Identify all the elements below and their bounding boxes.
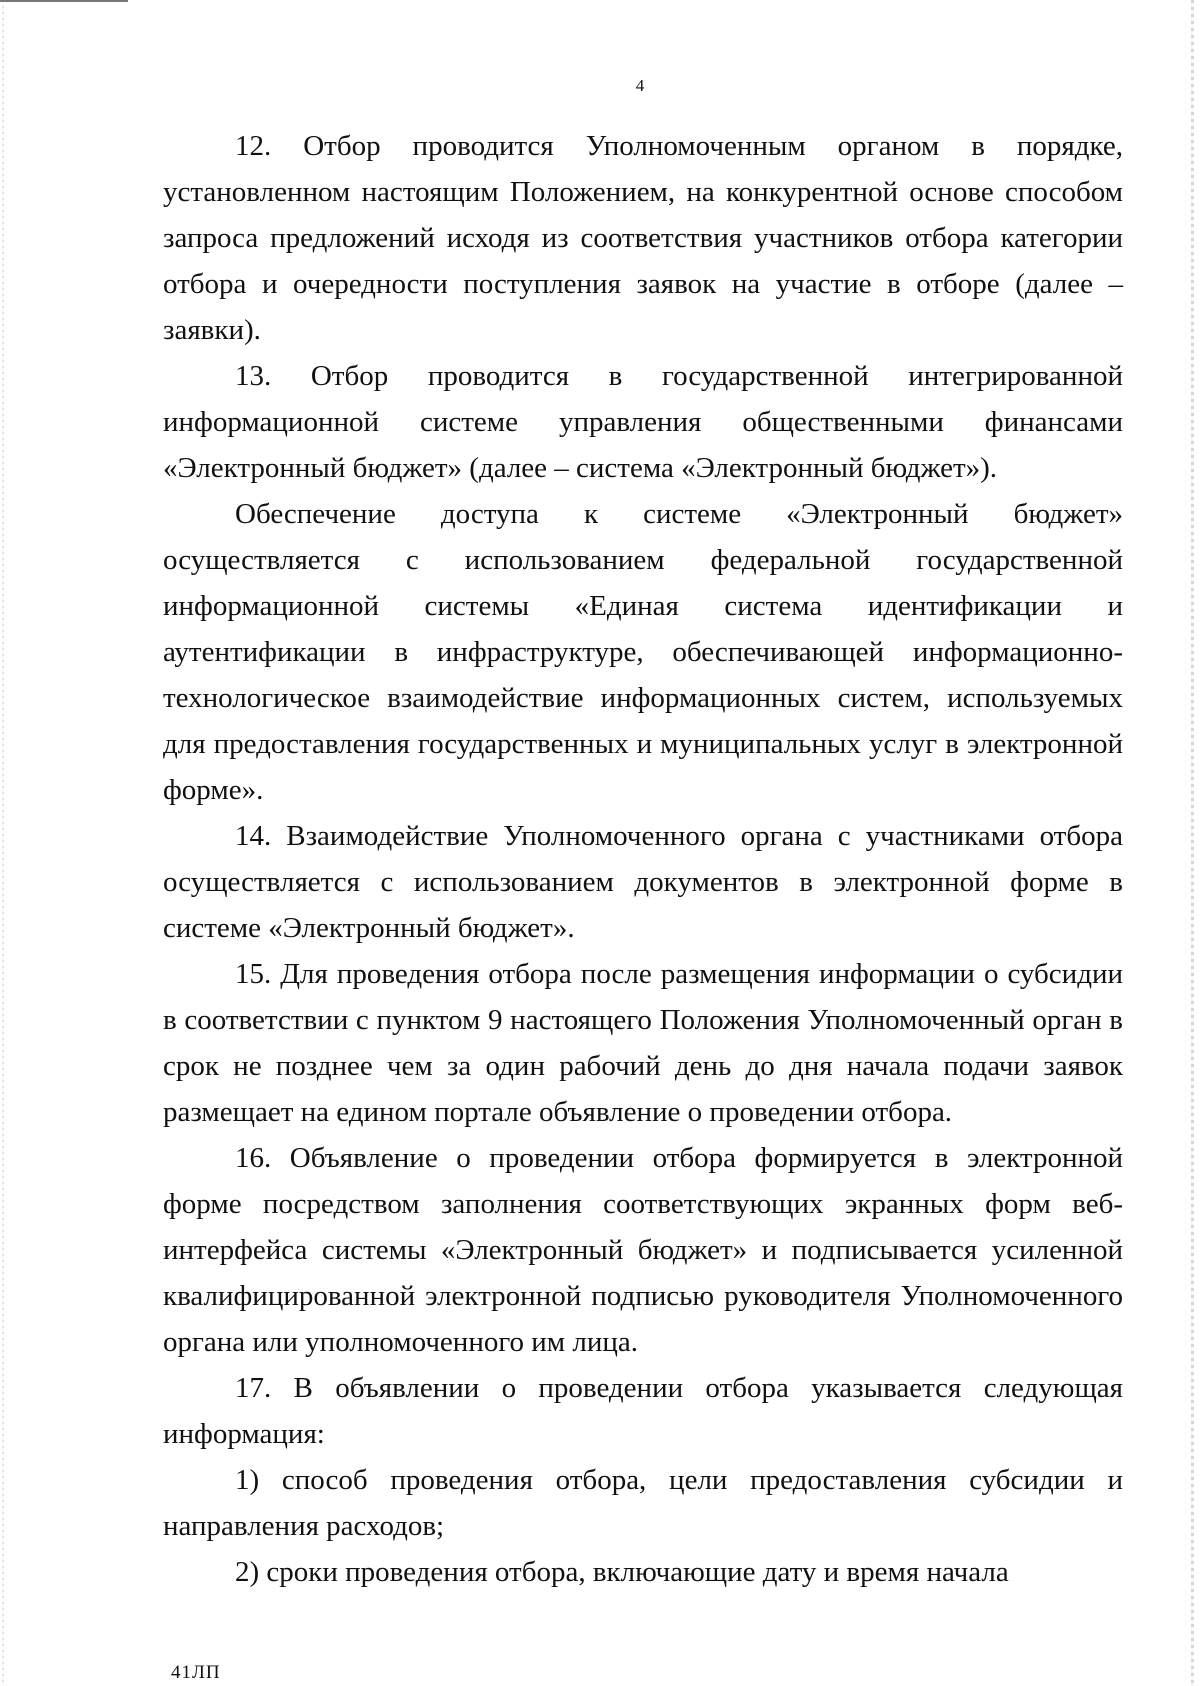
scan-edge-left: [2, 0, 4, 1686]
document-body: [163, 123, 1123, 1595]
list-item-1: 1) способ проведения отбора, цели предоставления субсидии и направления расходов;: [163, 1464, 1123, 1542]
paragraph-13: 13. Отбор проводится в государственной интегрированной информационной системе управления общественными финансами «Электронный бюджет» (далее – система «Электронный бюджет»).: [163, 360, 1123, 484]
footer-code: 41ЛП: [171, 1662, 221, 1683]
paragraph-14: 14. Взаимодействие Уполномоченного органа с участниками отбора осуществляется с использованием документов в электронной форме в системе «Электронный бюджет».: [163, 820, 1123, 944]
paragraph-13-access: Обеспечение доступа к системе «Электронный бюджет» осуществляется с использованием федеральной государственной информационной системы «Единая система идентификации и аутентификации в инфраструктуре, обеспечивающей информационно-технологическое взаимодействие информационных систем, используемых для предоставления государственных и муниципальных услуг в электронной форме».: [163, 498, 1123, 806]
paragraph-15: 15. Для проведения отбора после размещения информации о субсидии в соответствии с пунктом 9 настоящего Положения Уполномоченный орган в срок не позднее чем за один рабочий день до дня начала подачи заявок размещает на едином портале объявление о проведении отбора.: [163, 958, 1123, 1128]
paragraph-17: 17. В объявлении о проведении отбора указывается следующая информация:: [163, 1372, 1123, 1450]
page-number: 4: [635, 76, 645, 95]
paragraph-12: 12. Отбор проводится Уполномоченным органом в порядке, установленном настоящим Положением, на конкурентной основе способом запроса предложений исходя из соответствия участников отбора категории отбора и очередности поступления заявок на участие в отборе (далее – заявки).: [163, 130, 1123, 346]
paragraph-16: 16. Объявление о проведении отбора формируется в электронной форме посредством заполнения соответствующих экранных форм веб-интерфейса системы «Электронный бюджет» и подписывается усиленной квалифицированной электронной подписью руководителя Уполномоченного органа или уполномоченного им лица.: [163, 1142, 1123, 1358]
scan-edge-right: [1191, 0, 1194, 1686]
scan-top-mark: [0, 0, 128, 2]
list-item-2: 2) сроки проведения отбора, включающие дату и время начала: [235, 1556, 1009, 1588]
